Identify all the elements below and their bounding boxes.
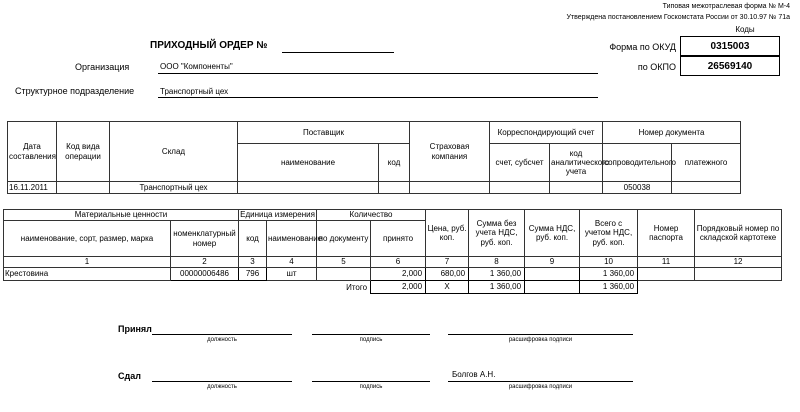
col-unit-name-header: наименование [267,221,317,257]
col-vat-header: Сумма НДС, руб. коп. [525,210,580,257]
col-accepted-header: принято [371,221,426,257]
okpo-label: по ОКПО [637,62,676,72]
col-card-header: Порядковый номер по складской картотеке [695,210,782,257]
col-supplier-header: Поставщик [238,122,410,144]
cell-payment [672,182,741,194]
col-passport-header: Номер паспорта [638,210,695,257]
cell-analytic [550,182,603,194]
col-num: 3 [239,257,267,268]
dept-underline [158,97,598,98]
col-num: 2 [171,257,239,268]
total-label: Итого [317,281,371,294]
dept-label: Структурное подразделение [15,86,135,96]
dept-value: Транспортный цех [160,87,229,96]
cell-passport [638,268,695,281]
col-num: 4 [267,257,317,268]
col-docnum-header: Номер документа [603,122,741,144]
accepted-decoding-caption: расшифровка подписи [508,337,573,343]
accepted-signature-caption: подпись [359,337,383,343]
okud-label: Форма по ОКУД [609,42,676,52]
handed-decoding-caption: расшифровка подписи [508,384,573,390]
org-underline [158,73,598,74]
col-account-header: счет, субсчет [490,144,550,182]
page-title: ПРИХОДНЫЙ ОРДЕР № [150,40,268,51]
cell-sum-novat: 1 360,00 [469,268,525,281]
total-sum-novat: 1 360,00 [469,281,525,294]
col-date-header: Дата составления [8,122,57,182]
org-value: ООО "Компоненты" [160,62,233,71]
col-unit-header: Единица измерения [240,210,315,220]
col-name-header: наименование, сорт, размер, марка [4,221,171,257]
cell-date: 16.11.2011 [8,182,57,194]
col-analytic-header: код аналитического учета [550,144,603,182]
total-vat [525,281,580,294]
col-total-header: Всего с учетом НДС, руб. коп. [580,210,638,257]
accepted-position-caption: должность [207,337,237,343]
order-number-line [282,52,394,53]
cell-item-name: Крестовина [4,268,171,281]
col-payment-header: платежного [672,144,741,182]
accepted-decoding-line [448,334,633,335]
org-label: Организация [75,62,130,72]
accepted-label: Принял [118,324,152,334]
col-num: 9 [525,257,580,268]
handed-name: Болгов А.Н. [452,370,496,379]
total-price: X [426,281,469,294]
col-num: 10 [580,257,638,268]
col-accomp-header: сопроводительного [603,144,672,182]
cell-by-doc [317,268,371,281]
materials-table [3,209,782,294]
codes-label: Коды [735,25,755,34]
col-num: 1 [4,257,171,268]
col-num: 11 [638,257,695,268]
col-price-header: Цена, руб. коп. [426,210,469,257]
cell-supplier-name [238,182,379,194]
cell-unit-name: шт [267,268,317,281]
col-num: 7 [426,257,469,268]
total-accepted: 2,000 [371,281,426,294]
col-values-header: Материальные ценности [4,210,239,221]
col-num: 5 [317,257,371,268]
handed-signature-caption: подпись [359,384,383,390]
handed-decoding-line [448,381,633,382]
col-num: 8 [469,257,525,268]
cell-operation [57,182,110,194]
cell-accomp: 050038 [603,182,672,194]
col-sum-novat-header: Сумма без учета НДС, руб. коп. [469,210,525,257]
cell-vat [525,268,580,281]
accepted-signature-line [312,334,430,335]
cell-total: 1 360,00 [580,268,638,281]
total-row [4,281,782,294]
cell-price: 680,00 [426,268,469,281]
order-info-table [7,121,741,194]
col-corr-header: Корреспондирующий счет [490,122,603,144]
accepted-position-line [152,334,292,335]
cell-unit-code: 796 [239,268,267,281]
handed-position-line [152,381,292,382]
cell-insurer [410,182,490,194]
col-by-doc-header: по документу [317,221,371,257]
cell-account [490,182,550,194]
column-numbers-row [4,257,782,268]
col-nomen-header: номенклатурный номер [171,221,239,257]
cell-warehouse: Транспортный цех [110,182,238,194]
cell-card [695,268,782,281]
okud-code-box: 0315003 [680,36,780,56]
col-operation-header: Код вида операции [57,122,110,182]
table-row [4,268,782,281]
col-insurer-header: Страховая компания [410,122,490,182]
col-qty-header: Количество [317,210,426,221]
col-num: 6 [371,257,426,268]
approval-note: Утверждена постановлением Госкомстата России от 30.10.97 № 71а [566,14,790,21]
cell-nomen: 00000006486 [171,268,239,281]
handed-label: Сдал [118,371,141,381]
cell-supplier-code [379,182,410,194]
col-num: 12 [695,257,782,268]
col-supplier-name-header: наименование [238,144,379,182]
col-supplier-code-header: код [379,144,410,182]
col-unit-code-header: код [239,221,267,257]
table-row [8,182,741,194]
total-total: 1 360,00 [580,281,638,294]
okpo-code-box: 26569140 [680,56,780,76]
handed-position-caption: должность [207,384,237,390]
form-note: Типовая межотраслевая форма № М-4 [662,3,790,10]
col-warehouse-header: Склад [110,122,238,182]
handed-signature-line [312,381,430,382]
cell-accepted: 2,000 [371,268,426,281]
